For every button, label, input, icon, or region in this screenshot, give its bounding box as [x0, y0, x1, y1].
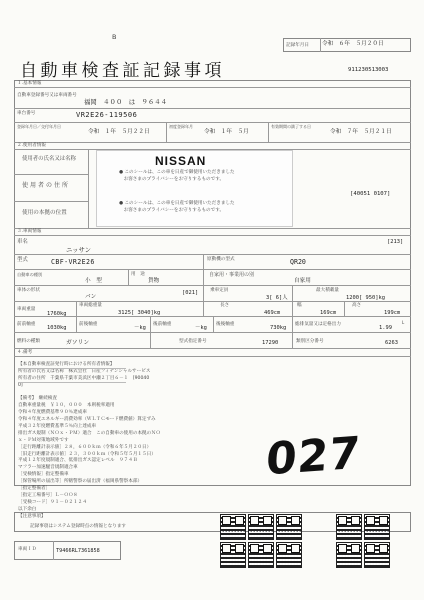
use: 貨物: [148, 278, 160, 284]
first-year: 令和 １年 ５月: [204, 129, 249, 135]
page-title: 自動車検査証記録事項: [20, 61, 225, 81]
remark-line: 平成３２年度燃費基準５％向上達成車: [18, 424, 97, 430]
fuel: ガソリン: [66, 340, 90, 346]
qr-code-icon: [364, 514, 390, 540]
qr-code-icon: [364, 542, 390, 568]
vin-label: 車台番号: [17, 111, 36, 116]
class-number-label: 類別区分番号: [296, 339, 324, 344]
remark-line: ｘ・ＰＭ対策地域外です: [18, 437, 69, 443]
remarks-list: [18, 362, 248, 514]
height-label: 高さ: [352, 303, 362, 308]
remark-line: 排出ガス規制（ＮＯｘ・ＰＭ）適合 この自動車の使用の本拠のＮＯ: [18, 430, 161, 436]
seal-notice-2a: ● このシールは、この車を日産で御使用いただきました: [119, 201, 235, 206]
remark-line: 所有者の住所 千葉県千葉市美浜区中瀬２丁目６－１ [90040: [18, 375, 150, 381]
remark-line: 以下余白: [18, 506, 37, 512]
serial-number: 911230513003: [348, 67, 389, 73]
displacement-label: 総排気量又は定格出力: [295, 322, 341, 327]
seal-notice-1b: お客さまのプライバシーをお守りするものです。: [119, 177, 225, 182]
first-reg-label: 登録年月日／交付年月日: [17, 124, 61, 129]
plate-number: 福岡 ４００ は ９６４４: [84, 98, 168, 106]
front-axle-label: 前前軸重: [17, 322, 36, 327]
type-number: 17290: [262, 340, 279, 346]
record-date: 令和 ６年 ５月２０日: [322, 41, 384, 47]
seal-notice-2b: お客さまのプライバシーをお守りするものです。: [119, 208, 225, 213]
body-shape-label: 車体の形状: [17, 288, 40, 293]
gross-weight: 3125[ 3040]kg: [118, 310, 161, 316]
rear-axle: 730kg: [270, 325, 287, 331]
remark-line: ［指定工場番号］Ｌ－ＯＯ８: [18, 492, 78, 498]
type-number-label: 型式指定番号: [179, 339, 207, 344]
qr-code-icon: [276, 542, 302, 568]
qr-code-icon: [276, 514, 302, 540]
handwritten-number: 027: [264, 427, 363, 486]
maker-code: [213]: [387, 239, 404, 245]
section-remarks: ４.備考: [17, 350, 33, 355]
vehicle-id: T9466RL7361858: [56, 548, 100, 554]
front-axle: 1030kg: [47, 325, 67, 331]
address-code: [40051 0107]: [350, 191, 391, 197]
rear-front-axle: －kg: [195, 325, 207, 331]
section-vehicle-info: ３.車両情報: [17, 229, 42, 234]
remark-line: 令和４年度燃費基準９０％達成車: [18, 410, 87, 416]
displacement: 1.99: [379, 325, 392, 331]
length-label: 長さ: [220, 303, 230, 308]
maker: ニッサン: [66, 246, 91, 254]
remark-line: 【本自動車検査証発行時における所有者情報】: [18, 362, 115, 367]
expiry-date: 令和 ７年 ５月２１日: [330, 129, 392, 135]
remark-line: 【備考】 継続検査: [18, 396, 58, 402]
body-code: [021]: [182, 290, 199, 296]
purpose-label: 自家用・事業用の別: [209, 272, 255, 278]
section-basic-info: １.基本情報: [17, 81, 42, 86]
front-rear-axle: －kg: [134, 325, 146, 331]
body-shape: バン: [85, 294, 97, 300]
model: CBF-VR2E26: [51, 258, 95, 266]
maker-label: 車名: [17, 239, 28, 245]
displacement-unit: L: [402, 320, 405, 325]
seal-notice-1a: ● このシールは、この車を日産で御使用いただきました: [119, 170, 235, 175]
max-load: 1200[ 950]kg: [346, 295, 385, 301]
notice-label: 【注意事項】: [18, 514, 46, 519]
weight: 1760kg: [47, 311, 67, 317]
capacity-label: 乗車定員: [210, 288, 229, 293]
remark-line: 自動車重量税 ￥１０，０００ 本則税率適用: [18, 403, 115, 409]
vehicle-id-label: 車両ＩＤ: [18, 547, 37, 552]
fuel-label: 燃料の種類: [17, 339, 40, 344]
mark-b: B: [112, 33, 117, 41]
use-label: 用 途: [131, 272, 145, 277]
user-address-label: 使用者の住所: [22, 182, 71, 189]
first-year-label: 初度登録年月: [169, 124, 193, 129]
gross-weight-label: 車両総重量: [79, 303, 102, 308]
qr-code-icon: [336, 514, 362, 540]
notice-text: 記録事項はシステム登録時点の情報となります: [30, 524, 127, 529]
vin: VR2E26-119506: [76, 111, 138, 119]
category: 小 型: [85, 278, 102, 284]
capacity: 3[ 6]人: [266, 295, 288, 301]
purpose: 自家用: [294, 278, 311, 284]
remark-line: ［保管場所の届出等］所轄警察の届出済（福岡県警察本部）: [18, 479, 143, 485]
remark-line: ［走行距離計表示値］２８，６００ｋｍ（令和６年５月２０日）: [18, 444, 152, 450]
model-label: 型式: [17, 257, 28, 263]
plate-label: 自動車登録番号又は車両番号: [17, 93, 77, 98]
remark-line: ［指定整備者］: [18, 486, 51, 492]
remark-line: 令和４年度エネルギー消費効率（ＷＬＴＣモード燃費値）算定ずみ: [18, 417, 156, 423]
class-number: 6263: [385, 340, 398, 346]
remark-line: 0]: [18, 382, 23, 388]
remark-line: マフラー加速騒音規制適合車: [18, 465, 78, 471]
record-date-label: 記録年月日: [286, 43, 309, 48]
user-name-label: 使用者の氏名又は名称: [22, 156, 76, 162]
qr-code-icon: [248, 514, 274, 540]
engine-label: 原動機の型式: [207, 257, 235, 262]
base-location-label: 使用の本拠の位置: [22, 210, 67, 216]
remark-line: 所有者の氏名又は名称 株式会社 日産フィナンシャルサービス: [18, 368, 151, 374]
nissan-logo: NISSAN: [155, 154, 207, 168]
first-reg-date: 令和 １年 ５月２２日: [88, 129, 150, 135]
front-rear-axle-label: 前後軸重: [79, 322, 98, 327]
rear-front-axle-label: 後前軸重: [153, 322, 172, 327]
rear-axle-label: 後後軸重: [216, 322, 235, 327]
max-load-label: 最大積載量: [316, 288, 339, 293]
width: 169cm: [320, 310, 337, 316]
qr-code-icon: [220, 514, 246, 540]
engine: QR20: [290, 258, 306, 266]
length: 469cm: [264, 310, 281, 316]
category-label: 自動車の種別: [17, 272, 43, 277]
qr-code-icon: [336, 542, 362, 568]
expiry-label: 有効期間の満了する日: [271, 124, 311, 129]
remark-line: 平成１２年度規制適合、低排出ガス認定レベル ９７４Ｂ: [18, 458, 138, 464]
remark-line: ［受検コード］９１－０２１２４: [18, 499, 87, 505]
remark-line: ［受検情報］指定整備車: [18, 472, 69, 478]
remark-line: ［旧走行距離計表示値］２３，３００ｋｍ（令和５年５月１５日）: [18, 451, 156, 457]
weight-label: 車両重量: [17, 307, 36, 312]
section-user-info: ２.使用者情報: [17, 143, 47, 148]
width-label: 幅: [297, 303, 302, 308]
qr-code-icon: [220, 542, 246, 568]
height: 199cm: [384, 310, 401, 316]
qr-code-icon: [248, 542, 274, 568]
